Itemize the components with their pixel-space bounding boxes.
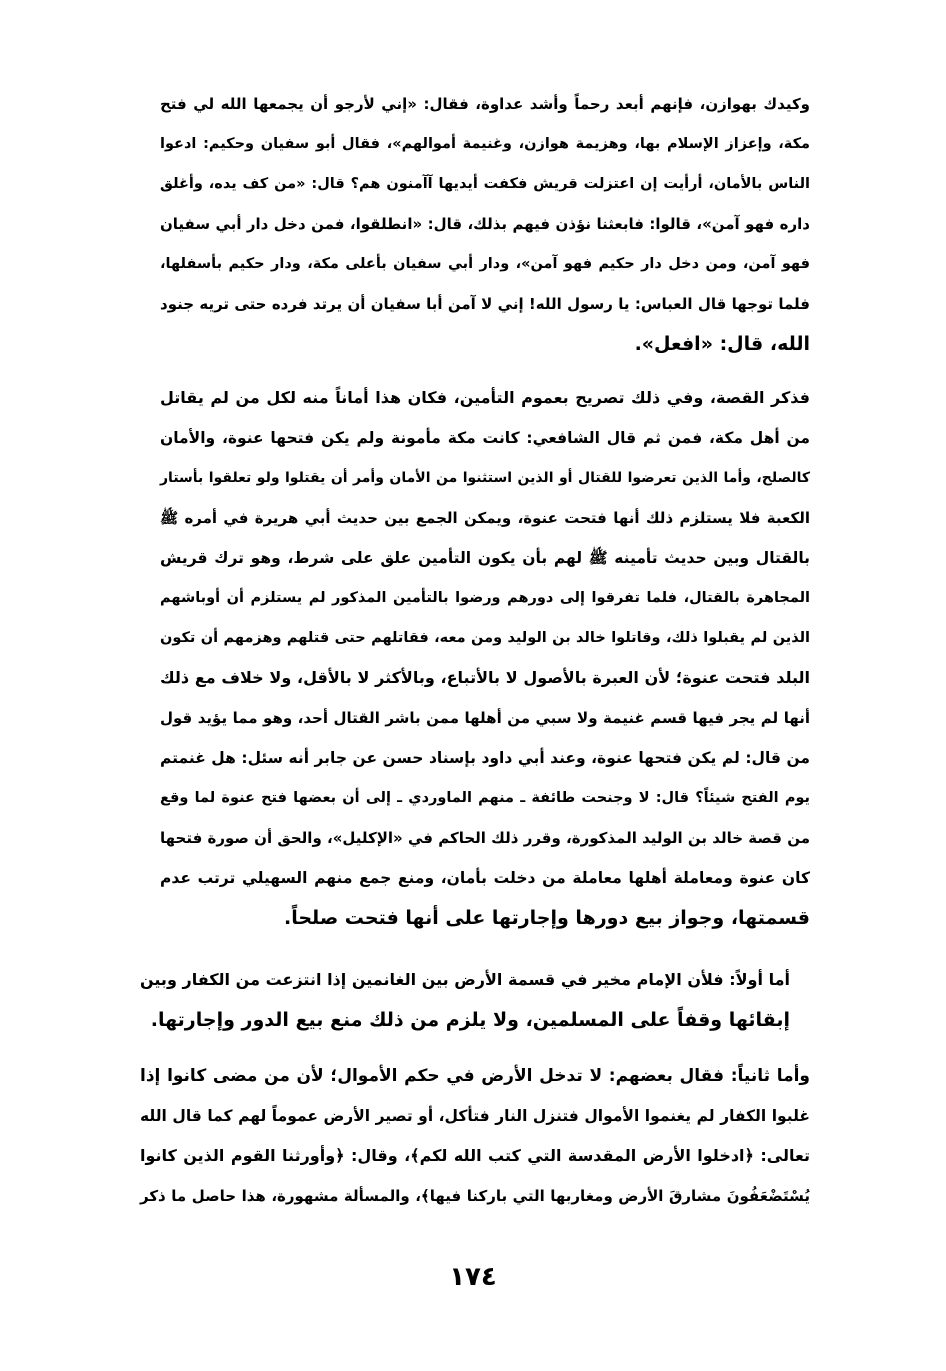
text-line: الناس بالأمان، أرأيت إن اعتزلت قريش فكفت أيديها آآمنون هم؟ قال: «من كف يده، وأغلق bbox=[160, 176, 810, 192]
text-line: فلما توجها قال العباس: يا رسول الله! إني لا آمن أبا سفيان أن يرتد فرده حتى تريه جنود bbox=[160, 295, 810, 313]
text-line: البلد فتحت عنوة؛ لأن العبرة بالأصول لا بالأتباع، وبالأكثر لا بالأقل، ولا خلاف مع ذلك bbox=[160, 668, 810, 687]
text-line: المجاهرة بالقتال، فلما تفرقوا إلى دورهم ورضوا بالتأمين المذكور لم يستلزم أن أوباشهم bbox=[160, 590, 810, 606]
text-line: يوم الفتح شيئاً؟ قال: لا وجنحت طائفة ـ منهم الماوردي ـ إلى أن بعضها فتح عنوة لما وقع bbox=[160, 790, 810, 806]
page-number: ١٧٤ bbox=[449, 1262, 497, 1292]
text-line: مكة، وإعزاز الإسلام بها، وهزيمة هوازن، وغنيمة أموالهم»، فقال أبو سفيان وحكيم: ادعوا bbox=[160, 136, 810, 152]
text-line: يُسْتَضْعَفُونَ مشارقَ الأرض ومغاربها التي باركنا فيها﴾، والمسألة مشهورة، هذا حاصل ما ذكر bbox=[140, 1187, 810, 1205]
text-line: فهو آمن، ومن دخل دار حكيم فهو آمن»، ودار أبي سفيان بأعلى مكة، ودار حكيم بأسفلها، bbox=[160, 256, 810, 272]
text-line: الذين لم يقبلوا ذلك، وقاتلوا خالد بن الوليد ومن معه، فقاتلهم حتى قتلهم وهزمهم أن تكون bbox=[160, 630, 810, 646]
text-line: من قصة خالد بن الوليد المذكورة، وقرر ذلك الحاكم في «الإكليل»، والحق أن صورة فتحها bbox=[160, 829, 810, 847]
text-line: أما أولاً: فلأن الإمام مخير في قسمة الأرض بين الغانمين إذا انتزعت من الكفار وبين bbox=[140, 970, 790, 989]
text-line: داره فهو آمن»، قالوا: فابعثنا نؤذن فيهم بذلك، قال: «انطلقوا، فمن دخل دار أبي سفيان bbox=[160, 215, 810, 233]
text-line: غلبوا الكفار لم يغنموا الأموال فتنزل النار فتأكل، أو تصير الأرض عموماً لهم كما قال الله bbox=[140, 1107, 810, 1125]
text-line: الله، قال: «افعل». bbox=[634, 333, 810, 355]
text-line: كان عنوة ومعاملة أهلها معاملة من دخلت بأمان، ومنع جمع منهم السهيلي ترتب عدم bbox=[160, 869, 810, 887]
text-line: من قال: لم يكن فتحها عنوة، وعند أبي داود بإسناد حسن عن جابر أنه سئل: هل غنمتم bbox=[160, 749, 810, 767]
paragraph-2 bbox=[160, 378, 810, 938]
paragraph-4 bbox=[140, 1056, 810, 1216]
text-line: فذكر القصة، وفي ذلك تصريح بعموم التأمين، فكان هذا أماناً منه لكل من لم يقاتل bbox=[160, 388, 810, 407]
text-line: كالصلح، وأما الذين تعرضوا للقتال أو الذين استثنوا من الأمان وأمر أن يقتلوا ولو تعلقوا بأستار bbox=[160, 470, 810, 486]
text-line: الكعبة فلا يستلزم ذلك أنها فتحت عنوة، ويمكن الجمع بين حديث أبي هريرة في أمره ﷺ bbox=[160, 509, 810, 527]
text-line: إبقائها وقفاً على المسلمين، ولا يلزم من ذلك منع بيع الدور وإجارتها. bbox=[150, 1009, 790, 1031]
text-line: قسمتها، وجواز بيع دورها وإجارتها على أنها فتحت صلحاً. bbox=[284, 907, 810, 929]
text-line: وأما ثانياً: فقال بعضهم: لا تدخل الأرض في حكم الأموال؛ لأن من مضى كانوا إذا bbox=[140, 1066, 810, 1086]
text-line: بالقتال وبين حديث تأمينه ﷺ لهم بأن يكون التأمين علق على شرط، وهو ترك قريش bbox=[160, 549, 810, 567]
text-line: وكيدك بهوازن، فإنهم أبعد رحماً وأشد عداوة، فقال: «إني لأرجو أن يجمعها الله لي فتح bbox=[160, 95, 810, 113]
text-line: من أهل مكة، فمن ثم قال الشافعي: كانت مكة مأمونة ولم يكن فتحها عنوة، والأمان bbox=[160, 429, 810, 447]
paragraph-3 bbox=[140, 960, 790, 1040]
text-line: أنها لم يجر فيها قسم غنيمة ولا سبي من أهلها ممن باشر القتال أحد، وهو مما يؤيد قول bbox=[160, 709, 810, 727]
paragraph-1 bbox=[160, 84, 810, 364]
text-line: تعالى: ﴿ادخلوا الأرض المقدسة التي كتب الله لكم﴾، وقال: ﴿وأورثنا القوم الذين كانوا bbox=[140, 1146, 810, 1165]
